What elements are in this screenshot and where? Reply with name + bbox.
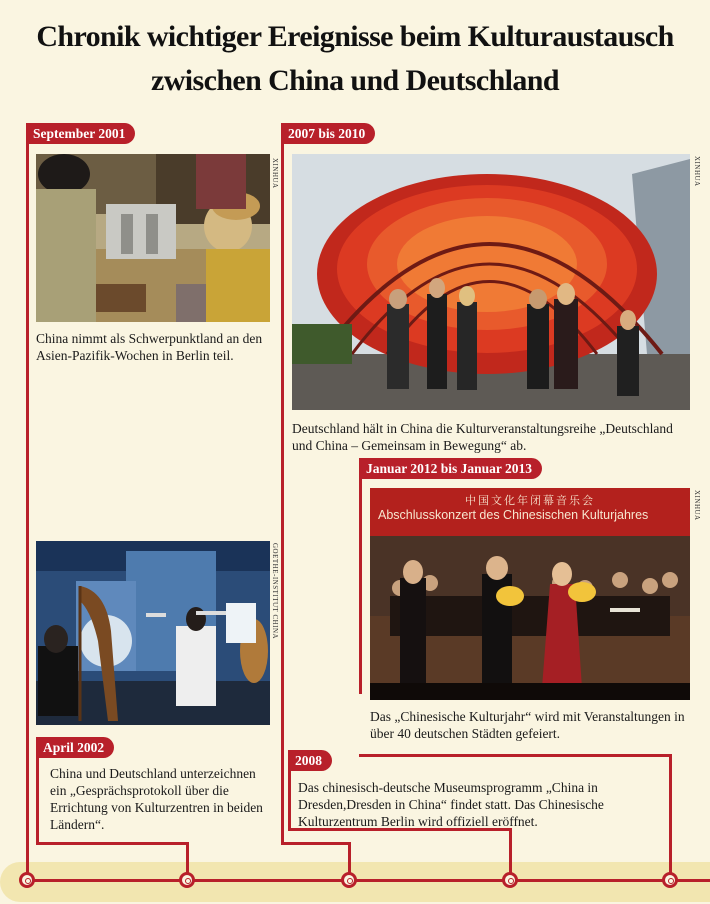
timeline-node-2 [179, 872, 195, 888]
caption-2008: Das chinesisch-deutsche Museumsprogramm „China in Dresden,Dresden in China“ findet statt. Das Chinesische Kulturzentrum Berlin wird offiziell eröffnet. [298, 780, 604, 829]
connector-2012-h [359, 754, 671, 757]
timeline-node-4 [502, 872, 518, 888]
connector-april-2002-stem [36, 748, 39, 844]
photo-credit-4: GOETHE-INSTITUT CHINA [271, 543, 279, 640]
caption-2007-2010: Deutschland hält in China die Kulturveranstaltungsreihe „Deutschland und China – Gemeinsam in Bewegung“ ab. [292, 421, 673, 453]
timeline-node-3 [341, 872, 357, 888]
concert-banner-cn: 中国文化年闭幕音乐会 [465, 494, 595, 507]
connector-april-2002-h [36, 842, 188, 845]
timeline-node-1 [19, 872, 35, 888]
photo-asia-pacific-weeks [36, 154, 270, 322]
date-tag-sept-2001: September 2001 [26, 123, 135, 144]
page-title-line-1: Chronik wichtiger Ereignisse beim Kulturaustausch [36, 20, 674, 53]
caption-2012-2013: Das „Chinesische Kulturjahr“ wird mit Veranstaltungen in über 40 deutschen Städten gefeiert. [370, 709, 685, 741]
date-tag-2007-2010: 2007 bis 2010 [281, 123, 375, 144]
page-title-line-2: zwischen China und Deutschland [151, 64, 559, 97]
timeline-base-line [26, 879, 710, 882]
connector-2012-stem [359, 468, 362, 694]
photo-credit-2: XINHUA [693, 156, 701, 187]
connector-2007-2010 [281, 128, 284, 844]
photo-goethe-concert [36, 541, 270, 725]
timeline-node-5 [662, 872, 678, 888]
date-tag-2008: 2008 [288, 750, 332, 771]
photo-red-pavilion [292, 154, 690, 410]
photo-credit-3: XINHUA [693, 490, 701, 521]
connector-2007-2010-h [281, 842, 351, 845]
photo-credit-1: XINHUA [271, 158, 279, 189]
caption-sept-2001: China nimmt als Schwerpunktland an den Asien-Pazifik-Wochen in Berlin teil. [36, 331, 263, 363]
connector-sept-2001 [26, 128, 29, 880]
date-tag-2012-2013: Januar 2012 bis Januar 2013 [359, 458, 542, 479]
date-tag-april-2002: April 2002 [36, 737, 114, 758]
caption-april-2002: China und Deutschland unterzeichnen ein „Gesprächsprotokoll über die Errichtung von Kulturzentren in beiden Ländern“. [50, 766, 263, 832]
concert-banner-de: Abschlusskonzert des Chinesischen Kulturjahres [378, 508, 649, 522]
